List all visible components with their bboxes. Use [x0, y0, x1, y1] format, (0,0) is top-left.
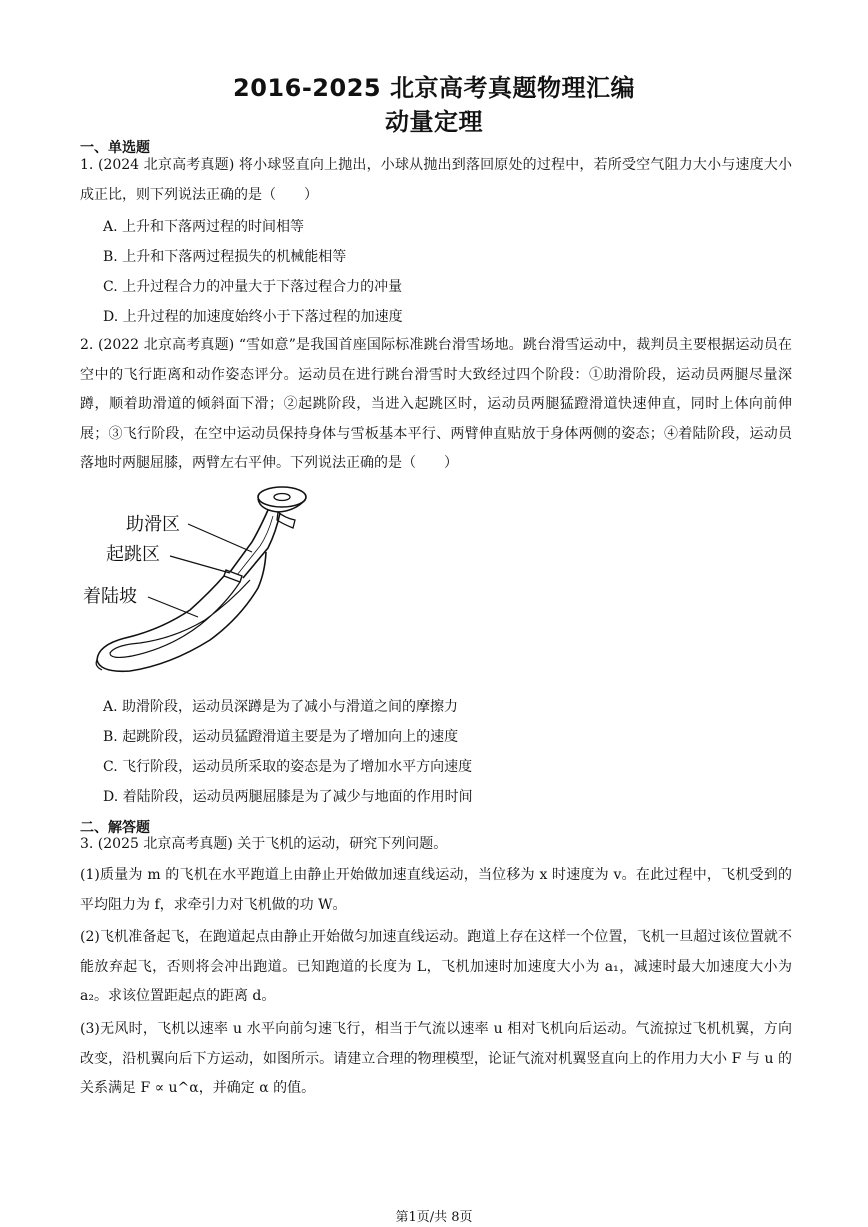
- question-3-part-2: (2)飞机准备起飞，在跑道起点由静止开始做匀加速直线运动。跑道上存在这样一个位置，飞机一旦超过该位置就不能放弃起飞，否则将会冲出跑道。已知跑道的长度为 L，飞机加速时加速度大小为 a₁，减速时最大加速度大小为 a₂。求该位置距起点的距离 d。: [80, 929, 792, 1004]
- figure-label-inrun: 助滑区: [126, 514, 180, 535]
- question-2-option-c: C. 飞行阶段，运动员所采取的姿态是为了增加水平方向速度: [103, 759, 473, 775]
- question-3-part-1: (1)质量为 m 的飞机在水平跑道上由静止开始做加速直线运动，当位移为 x 时速度为 v。在此过程中，飞机受到的平均阻力为 f，求牵引力对飞机做的功 W。: [80, 867, 792, 913]
- question-2-stem: 2. (2022 北京高考真题) “雪如意”是我国首座国际标准跳台滑雪场地。跳台滑雪运动中，裁判员主要根据运动员在空中的飞行距离和动作姿态评分。运动员在进行跳台滑雪时大致经过四个阶段：①助滑阶段，运动员两腿尽量深蹲，顺着助滑道的倾斜面下滑；②起跳阶段，当进入起跳区时，运动员两腿猛蹬滑道快速伸直，同时上体向前伸展；③飞行阶段，在空中运动员保持身体与雪板基本平行、两臂伸直贴放于身体两侧的姿态；④着陆阶段，运动员落地时两腿屈膝，两臂左右平伸。下列说法正确的是（ ）: [80, 337, 792, 471]
- question-3-stem: 3. (2025 北京高考真题) 关于飞机的运动，研究下列问题。: [80, 836, 448, 852]
- question-2-option-d: D. 着陆阶段，运动员两腿屈膝是为了减少与地面的作用时间: [103, 789, 473, 805]
- section-heading-answer: 二、解答题: [80, 820, 150, 836]
- question-1-option-c: C. 上升过程合力的冲量大于下落过程合力的冲量: [103, 279, 403, 295]
- question-1-option-a: A. 上升和下落两过程的时间相等: [103, 219, 305, 235]
- ski-jump-figure: [80, 480, 340, 685]
- document-title: 2016-2025 北京高考真题物理汇编: [233, 74, 635, 102]
- section-heading-single-choice: 一、单选题: [80, 140, 150, 156]
- question-2-option-b: B. 起跳阶段，运动员猛蹬滑道主要是为了增加向上的速度: [103, 729, 459, 745]
- question-1-option-d: D. 上升过程的加速度始终小于下落过程的加速度: [103, 309, 403, 325]
- figure-label-takeoff: 起跳区: [106, 544, 160, 565]
- question-1-option-b: B. 上升和下落两过程损失的机械能相等: [103, 249, 347, 265]
- question-3-part-3: (3)无风时，飞机以速率 u 水平向前匀速飞行，相当于气流以速率 u 相对飞机向后运动。气流掠过飞机机翼，方向改变，沿机翼向后下方运动，如图所示。请建立合理的物理模型，论证气流对机翼竖直向上的作用力大小 F 与 u 的关系满足 F ∝ u^α，并确定 α 的值。: [80, 1021, 792, 1096]
- figure-label-landing-slope: 着陆坡: [83, 586, 137, 607]
- question-1-stem: 1. (2024 北京高考真题) 将小球竖直向上抛出，小球从抛出到落回原处的过程中，若所受空气阻力大小与速度大小成正比，则下列说法正确的是（ ）: [80, 157, 792, 203]
- page-footer: 第1页/共 8页: [395, 1210, 473, 1225]
- document-subtitle: 动量定理: [385, 108, 483, 136]
- question-2-option-a: A. 助滑阶段，运动员深蹲是为了减小与滑道之间的摩擦力: [103, 699, 459, 715]
